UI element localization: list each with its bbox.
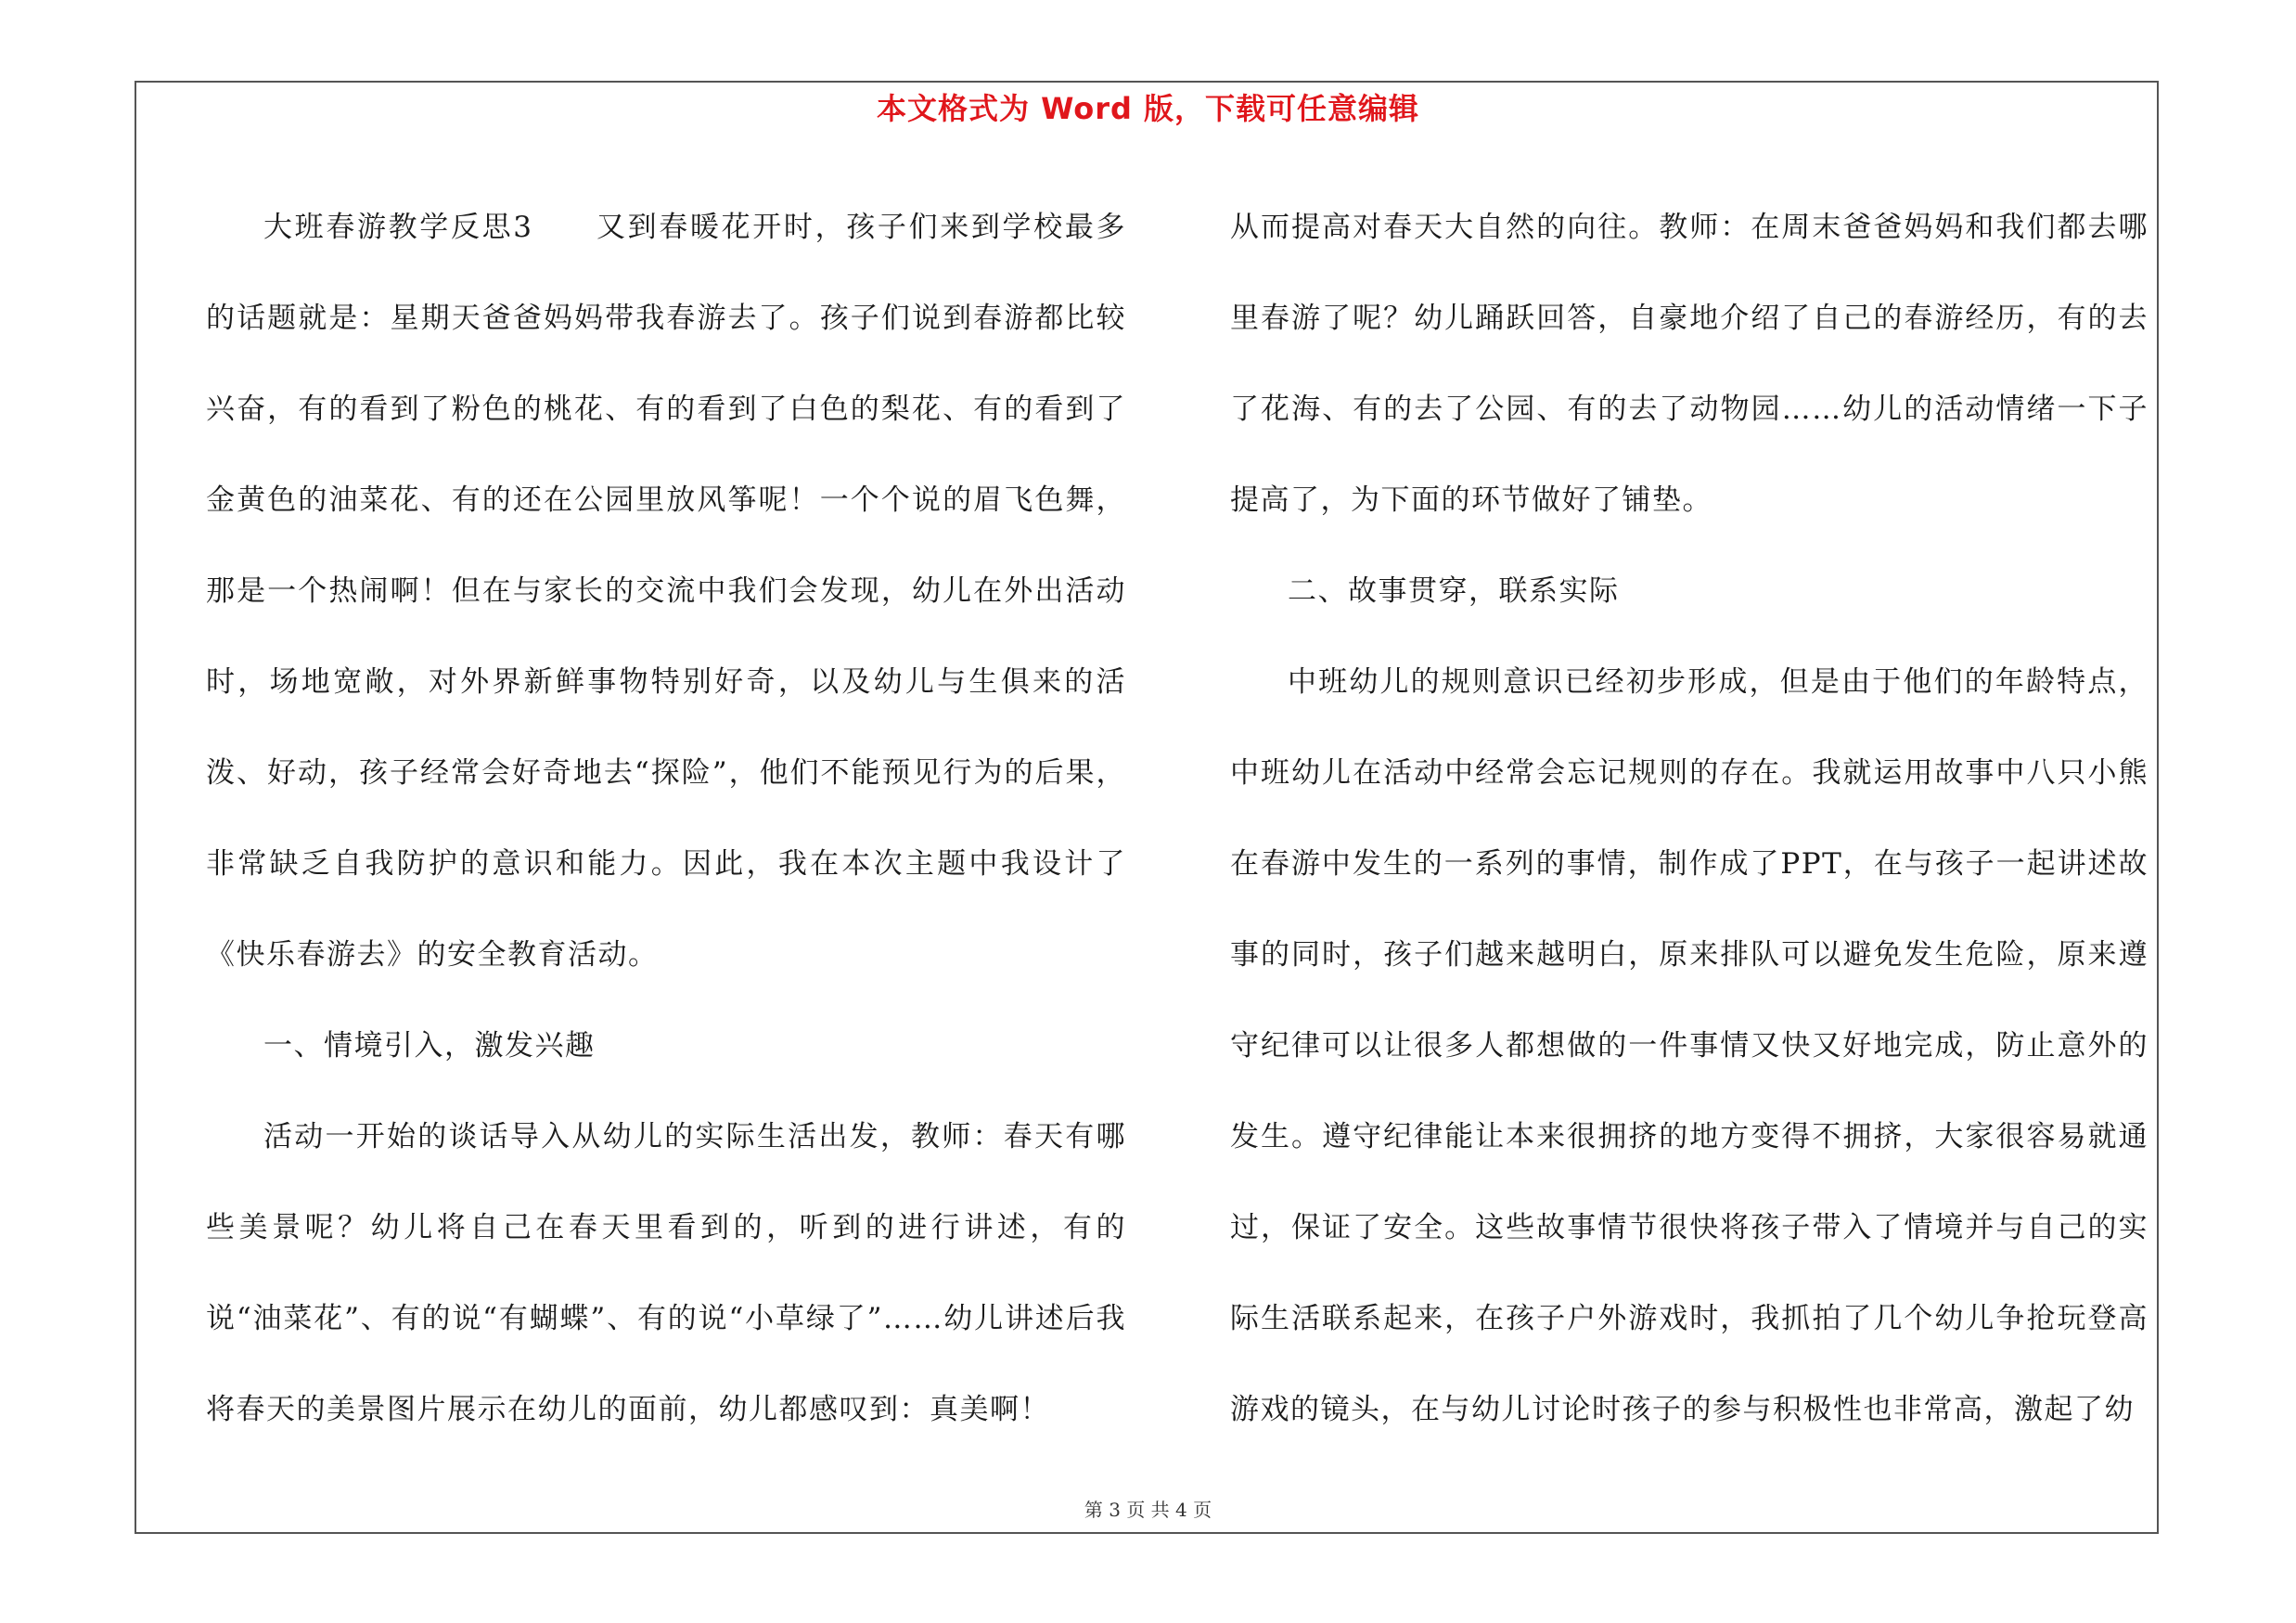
paragraph: 中班幼儿的规则意识已经初步形成，但是由于他们的年龄特点，中班幼儿在活动中经常会忘记规则的存在。我就运用故事中八只小熊在春游中发生的一系列的事情，制作成了PPT，在与孩子一起讲述故事的同时，孩子们越来越明白，原来排队可以避免发生危险，原来遵守纪律可以让很多人都想做的一件事情又快又好地完成，防止意外的发生。遵守纪律能让本来很拥挤的地方变得不拥挤，大家很容易就通过，保证了安全。这些故事情节很快将孩子带入了情境并与自己的实际生活联系起来，在孩子户外游戏时，我抓拍了几个幼儿争抢玩登高游戏的镜头，在与幼儿讨论时孩子的参与积极性也非常高，激起了幼	[1230, 665, 2148, 1426]
section-heading: 一、情境引入，激发兴趣	[263, 1029, 596, 1063]
right-column	[1230, 182, 2148, 1455]
page-number: 第 3 页 共 4 页	[1084, 1499, 1212, 1521]
left-column	[206, 182, 1126, 1455]
paragraph: 大班春游教学反思3 又到春暖花开时，孩子们来到学校最多的话题就是：星期天爸爸妈妈带我春游去了。孩子们说到春游都比较兴奋，有的看到了粉色的桃花、有的看到了白色的梨花、有的看到了金黄色的油菜花、有的还在公园里放风筝呢！一个个说的眉飞色舞，那是一个热闹啊！但在与家长的交流中我们会发现，幼儿在外出活动时，场地宽敞，对外界新鲜事物特别好奇，以及幼儿与生俱来的活泼、好动，孩子经常会好奇地去“探险”，他们不能预见行为的后果，非常缺乏自我防护的意识和能力。因此，我在本次主题中我设计了《快乐春游去》的安全教育活动。	[206, 211, 1126, 972]
paragraph-continued: 从而提高对春天大自然的向往。教师：在周末爸爸妈妈和我们都去哪里春游了呢？幼儿踊跃回答，自豪地介绍了自己的春游经历，有的去了花海、有的去了公园、有的去了动物园……幼儿的活动情绪一下子提高了，为下面的环节做好了铺垫。	[1230, 211, 2148, 517]
page-header-notice: 本文格式为 Word 版，下载可任意编辑	[876, 91, 1420, 126]
section-heading: 二、故事贯穿，联系实际	[1288, 574, 1620, 608]
paragraph: 活动一开始的谈话导入从幼儿的实际生活出发，教师：春天有哪些美景呢？幼儿将自己在春天里看到的，听到的进行讲述，有的说“油菜花”、有的说“有蝴蝶”、有的说“小草绿了”……幼儿讲述后我将春天的美景图片展示在幼儿的面前，幼儿都感叹到：真美啊！	[206, 1120, 1126, 1426]
